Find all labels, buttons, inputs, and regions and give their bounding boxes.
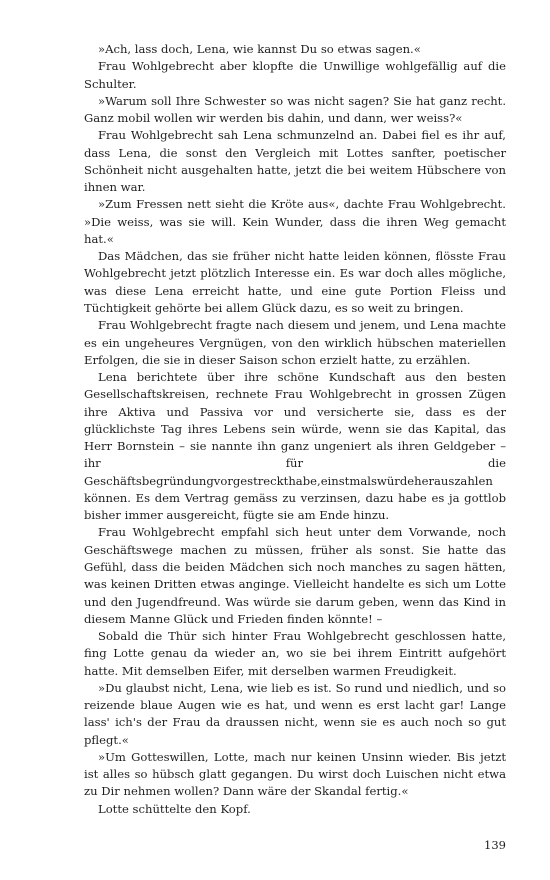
paragraph: Lotte schüttelte den Kopf. xyxy=(98,801,251,816)
page-number: 139 xyxy=(484,838,506,852)
paragraph: Frau Wohlgebrecht fragte nach diesem und jenem, und Lena machte es ein ungeheures Vergnügen, von den wirklich hübschen materiellen Erfolgen, die sie in dieser Saison schon erzielt hatte, zu erzählen. xyxy=(84,318,506,367)
paragraph: Frau Wohlgebrecht empfahl sich heut unter dem Vorwande, noch Geschäftswege machen zu müssen, früher als sonst. Sie hatte das Gefühl, dass die beiden Mädchen sich noch manches zu sagen hätten, was keinen Dritten etwas anginge. Vielleicht handelte es sich um Lotte und den Jugendfreund. Was würde sie darum geben, wenn das Kind in diesem Manne Glück und Frieden finden könnte! – xyxy=(84,525,506,626)
paragraph: »Ach, lass doch, Lena, wie kannst Du so etwas sagen.« xyxy=(98,42,421,56)
paragraph: Frau Wohlgebrecht sah Lena schmunzelnd an. Dabei fiel es ihr auf, dass Lena, die sonst den Vergleich mit Lottes sanfter, poetischer Schönheit nicht ausgehalten hatte, jetzt die bei weitem Hübschere von ihnen war. xyxy=(84,128,506,195)
paragraph: Sobald die Thür sich hinter Frau Wohlgebrecht geschlossen hatte, fing Lotte genau da wieder an, wo sie bei ihrem Eintritt aufgehört hatte. Mit demselben Eifer, mit derselben warmen Freudigkeit. xyxy=(84,629,506,678)
paragraph: Frau Wohlgebrecht aber klopfte die Unwillige wohlgefällig auf die Schulter. xyxy=(84,59,506,91)
paragraph: »Zum Fressen nett sieht die Kröte aus«, dachte Frau Wohlgebrecht. »Die weiss, was sie will. Kein Wunder, dass die ihren Weg gemacht hat.« xyxy=(84,197,506,246)
paragraph: Lena berichtete über ihre schöne Kundschaft aus den besten Gesellschaftskreisen, rechnete Frau Wohlgebrecht in grossen Zügen ihre Aktiva und Passiva vor und versicherte sie, dass es der glücklichste Tag ihres Lebens sein würde, wenn sie das Kapital, das Herr Bornstein – sie nannte ihn ganz ungeniert als ihren Geldgeber – ihr für die Geschäftsbegründungvorgestreckthabe,einstmalswürdeherauszahlen können. Es dem Vertrag gemäss zu verzinsen, dazu habe es ja gottlob bisher immer ausgereicht, fügte sie am Ende hinzu. xyxy=(84,370,506,523)
paragraph: »Du glaubst nicht, Lena, wie lieb es ist. So rund und niedlich, und so reizende blaue Augen wie es hat, und wenn es erst lacht gar! Lange lass' ich's der Frau da draussen nicht, wenn sie es auch noch so gut pflegt.« xyxy=(84,680,506,747)
paragraph: Das Mädchen, das sie früher nicht hatte leiden können, flösste Frau Wohlgebrecht jetzt plötzlich Interesse ein. Es war doch alles mögliche, was diese Lena erreicht hatte, und eine gute Portion Fleiss und Tüchtigkeit gehörte bei allem Glück dazu, es so weit zu bringen. xyxy=(84,249,506,315)
paragraph: »Um Gotteswillen, Lotte, mach nur keinen Unsinn wieder. Bis jetzt ist alles so hübsch glatt gegangen. Du wirst doch Luischen nicht etwa zu Dir nehmen wollen? Dann wäre der Skandal fertig.« xyxy=(84,749,506,799)
body-text xyxy=(84,41,506,818)
paragraph: »Warum soll Ihre Schwester so was nicht sagen? Sie hat ganz recht. Ganz mobil wollen wir werden bis dahin, und dann, wer weiss?« xyxy=(84,93,506,126)
